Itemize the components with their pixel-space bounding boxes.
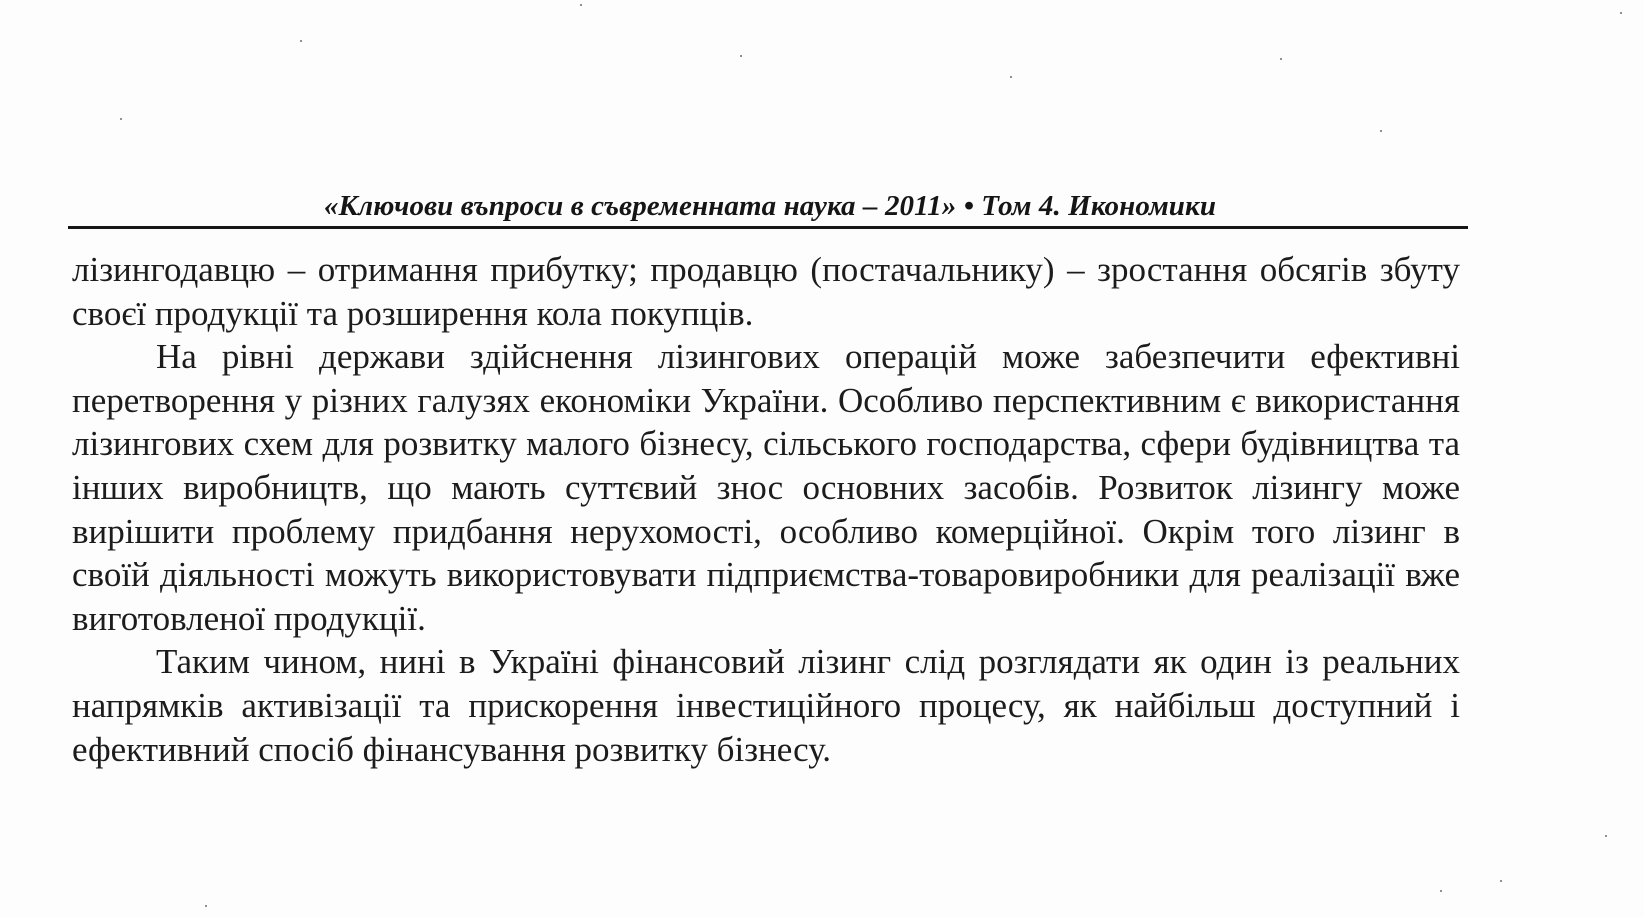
scan-speck — [1605, 835, 1607, 837]
running-head: «Ключови въпроси в съвременната наука – 2011» • Том 4. Икономики — [323, 190, 1217, 222]
paragraph: На рівні держави здійснення лізингових операцій може забезпечити ефективні перетворення у різних галузях економіки України. Особливо перспективним є використання лізингових схем для розвитку малого бізнесу, сільського господарства, сфери будівництва та інших виробництв, що мають суттєвий знос основних засобів. Розвиток лізингу може вирішити проблему придбання нерухомості, особливо комерційної. Окрім того лізинг в своїй діяльності можуть використовувати підприємства-товаровиробники для реалізації вже виготовленої продукції. — [72, 337, 1460, 638]
scan-speck — [740, 55, 742, 57]
scan-speck — [1010, 76, 1012, 78]
scan-speck — [300, 40, 302, 42]
scan-speck — [1620, 12, 1622, 14]
scan-speck — [580, 4, 582, 6]
scan-speck — [205, 905, 207, 907]
header-rule — [68, 226, 1468, 229]
scan-speck — [1440, 890, 1442, 892]
scan-speck — [1280, 58, 1282, 60]
scan-speck — [1500, 880, 1502, 882]
paragraph: Таким чином, нині в Україні фінансовий лізинг слід розглядати як один із реальних напрямків активізації та прискорення інвестиційного процесу, як найбільш доступний і ефективний спосіб фінансування розвитку бізнесу. — [72, 642, 1460, 769]
scan-speck — [1380, 130, 1382, 132]
body-text — [72, 248, 1460, 771]
scan-speck — [120, 118, 122, 120]
paragraph: лізингодавцю – отримання прибутку; продавцю (постачальнику) – зростання обсягів збуту своєї продукції та розширення кола покупців. — [72, 250, 1460, 333]
